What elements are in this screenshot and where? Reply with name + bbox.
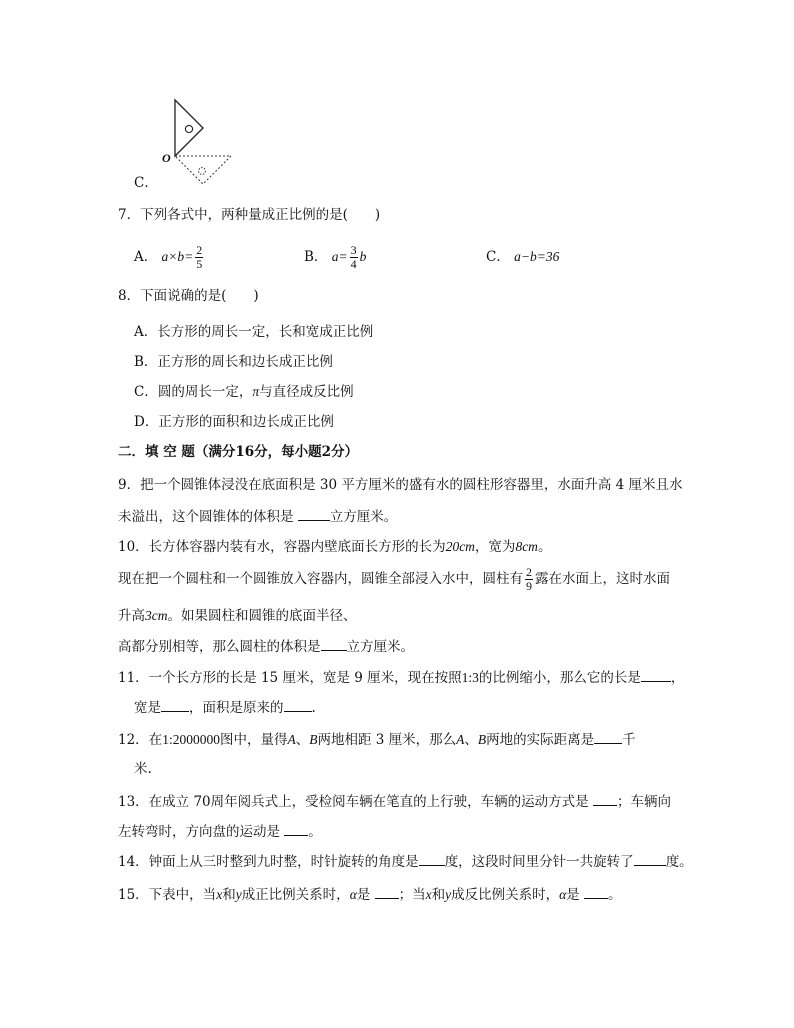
section-2-title: 二．填 空 题（满分16分，每小题2分） xyxy=(118,444,359,460)
q12-point-b: B xyxy=(309,732,318,747)
q15-e: 。 xyxy=(607,887,622,903)
q12-line2: 米. xyxy=(134,761,152,777)
q14-b: 度，这段时间里分针一共旋转了 xyxy=(444,854,634,870)
q10-frac-den: 9 xyxy=(526,579,532,593)
q15-d: 成反比例关系时， xyxy=(451,887,560,903)
triangle-solid-circle xyxy=(185,125,192,132)
q14-blank-1[interactable] xyxy=(419,851,445,866)
q13-blank-1[interactable] xyxy=(593,791,617,806)
q15-blank-2[interactable] xyxy=(584,884,608,899)
q9-line2-a: 未溢出，这个圆锥体的体积是 xyxy=(118,509,298,525)
q7-b-expr-right: b xyxy=(359,249,367,264)
q13-line2 xyxy=(118,821,322,842)
triangle-dashed-circle xyxy=(199,168,206,175)
q11-line1-c: ， xyxy=(670,670,685,686)
q10-line1 xyxy=(118,537,551,557)
q10-line4-b: 立方厘米。 xyxy=(346,639,414,655)
q10-length: 20cm xyxy=(445,539,475,554)
q10-line3-b: 。如果圆柱和圆锥的底面半径、 xyxy=(167,608,357,624)
q15-and: 和 xyxy=(222,887,236,903)
q12-point-a-2: A xyxy=(456,732,465,747)
q12-sep-2: 、 xyxy=(464,732,478,748)
q10-line1-c: 。 xyxy=(537,539,552,555)
q8-option-a: A．长方形的周长一定，长和宽成正比例 xyxy=(134,324,374,340)
q9-blank[interactable] xyxy=(298,506,330,521)
q13-line2-b: 。 xyxy=(308,824,322,840)
q9-line2-b: 立方厘米。 xyxy=(329,509,398,525)
q14-a: 14．钟面上从三时整到九时整，时针旋转的角度是 xyxy=(118,854,419,870)
q8-option-c-rest: 与直径成反比例 xyxy=(259,384,354,400)
q7-option-b xyxy=(304,242,366,272)
q8-option-c-pi: π xyxy=(252,384,260,399)
q8-option-b: B．正方形的周长和边长成正比例 xyxy=(134,354,333,370)
q12-line1-c: 两地相距 3 厘米，那么 xyxy=(317,732,457,748)
q7-b-fraction xyxy=(350,244,358,271)
q15-alpha: α xyxy=(349,887,357,902)
q12-line1-e: 千 xyxy=(622,732,636,748)
q12-scale: 1:2000000 xyxy=(162,732,220,747)
q7-option-c xyxy=(486,242,559,272)
q12-line1-a: 12．在 xyxy=(118,732,163,748)
q8-option-d: D．正方形的面积和边长成正比例 xyxy=(134,414,334,430)
q7-a-fraction xyxy=(195,244,203,271)
q11-line2-c: . xyxy=(311,700,316,716)
q10-blank[interactable] xyxy=(321,636,347,651)
q12-line1-b: 图中，量得 xyxy=(219,732,288,748)
q7-b-label: B． xyxy=(304,249,328,265)
q7-c-expr: a−b=36 xyxy=(514,249,560,264)
q7-b-expr-left: a= xyxy=(331,249,348,264)
q10-frac-num: 2 xyxy=(526,565,532,579)
q14-blank-2[interactable] xyxy=(634,851,666,866)
q11-blank-width[interactable] xyxy=(161,697,189,712)
q15-blank-1[interactable] xyxy=(375,884,399,899)
q10-line3-a: 升高 xyxy=(118,608,145,624)
q11-line2-b: ，面积是原来的 xyxy=(189,700,284,716)
q13-line1-a: 13．在成立 70周年阅兵式上，受检阅车辆在笔直的上行驶，车辆的运动方式是 xyxy=(118,794,593,810)
q10-line1-a: 10．长方体容器内装有水，容器内壁底面长方形的长为 xyxy=(118,539,446,555)
q11-line1 xyxy=(118,667,684,688)
q10-line2-a: 现在把一个圆柱和一个圆锥放入容器内，圆锥全部浸入水中，圆柱有 xyxy=(118,571,523,587)
q10-line3 xyxy=(118,606,357,626)
q15-y-2: y xyxy=(445,887,452,902)
q13-line2-a: 左转弯时，方向盘的运动是 xyxy=(118,824,285,840)
q7-a-expr: a×b= xyxy=(161,249,194,264)
q12-point-a: A xyxy=(287,732,296,747)
q10-fraction xyxy=(525,566,533,593)
q10-line2-b: 露在水面上，这时水面 xyxy=(535,571,670,587)
q11-blank-area[interactable] xyxy=(284,697,312,712)
q13-blank-2[interactable] xyxy=(284,821,308,836)
q7-c-label: C． xyxy=(486,249,510,265)
q10-line4 xyxy=(118,636,414,657)
q10-line4-a: 高都分别相等，那么圆柱的体积是 xyxy=(118,639,321,655)
q7-b-den: 4 xyxy=(350,257,357,271)
origin-label: O xyxy=(162,151,171,165)
q7-a-num: 2 xyxy=(196,243,203,257)
q15-c: ；当 xyxy=(398,887,426,903)
q15-x-2: x xyxy=(425,887,432,902)
q7-stem: 7．下列各式中，两种量成正比例的是( ) xyxy=(118,207,381,223)
q13-line1 xyxy=(118,791,671,812)
rotation-figure xyxy=(160,94,240,186)
q6-option-c: C． xyxy=(134,175,158,191)
q12-line1 xyxy=(118,729,636,750)
q9-line1: 9．把一个圆锥体浸没在底面积是 30 平方厘米的盛有水的圆柱形容器里，水面升高 4 厘米且水 xyxy=(118,477,683,493)
q15-y: y xyxy=(235,887,242,902)
q11-line2-a: 宽是 xyxy=(134,700,161,716)
q12-sep: 、 xyxy=(295,732,310,748)
q8-option-c-text: C．圆的周长一定， xyxy=(134,384,253,400)
q15-is: 是 xyxy=(356,887,375,903)
q10-width: 8cm xyxy=(515,539,538,554)
q12-point-b-2: B xyxy=(477,732,487,747)
q14 xyxy=(118,851,693,872)
q15-b: 成正比例关系时， xyxy=(241,887,350,903)
q15-and-2: 和 xyxy=(431,887,446,903)
q15-alpha-2: α xyxy=(559,887,567,902)
q7-a-label: A． xyxy=(134,249,158,265)
q8-stem: 8．下面说确的是( ) xyxy=(118,288,259,304)
q12-blank[interactable] xyxy=(594,729,622,744)
q10-height: 3cm xyxy=(145,608,168,623)
q7-option-a xyxy=(134,242,205,272)
q11-line1-b: 的比例缩小，那么它的长是 xyxy=(478,670,641,686)
q13-line1-b: ；车辆向 xyxy=(616,794,671,810)
q14-c: 度。 xyxy=(665,854,693,870)
q10-line1-b: ，宽为 xyxy=(474,539,516,555)
q15 xyxy=(118,884,621,905)
q7-a-den: 5 xyxy=(196,257,203,271)
q8-option-c xyxy=(134,382,354,402)
q9-line2 xyxy=(118,506,397,527)
q11-line2 xyxy=(134,697,316,718)
q15-x: x xyxy=(216,887,223,902)
q15-a: 15．下表中，当 xyxy=(118,887,217,903)
triangle-dashed xyxy=(175,156,231,184)
q12-line1-d: 两地的实际距离是 xyxy=(486,732,595,748)
q11-ratio: 1:3 xyxy=(461,670,479,685)
q11-line1-a: 11．一个长方形的长是 15 厘米，宽是 9 厘米，现在按照 xyxy=(118,670,462,686)
q10-line2 xyxy=(118,564,670,594)
q7-b-num: 3 xyxy=(350,243,357,257)
q11-blank-length[interactable] xyxy=(641,667,671,682)
triangle-solid xyxy=(175,100,203,156)
q15-is-2: 是 xyxy=(566,887,584,903)
